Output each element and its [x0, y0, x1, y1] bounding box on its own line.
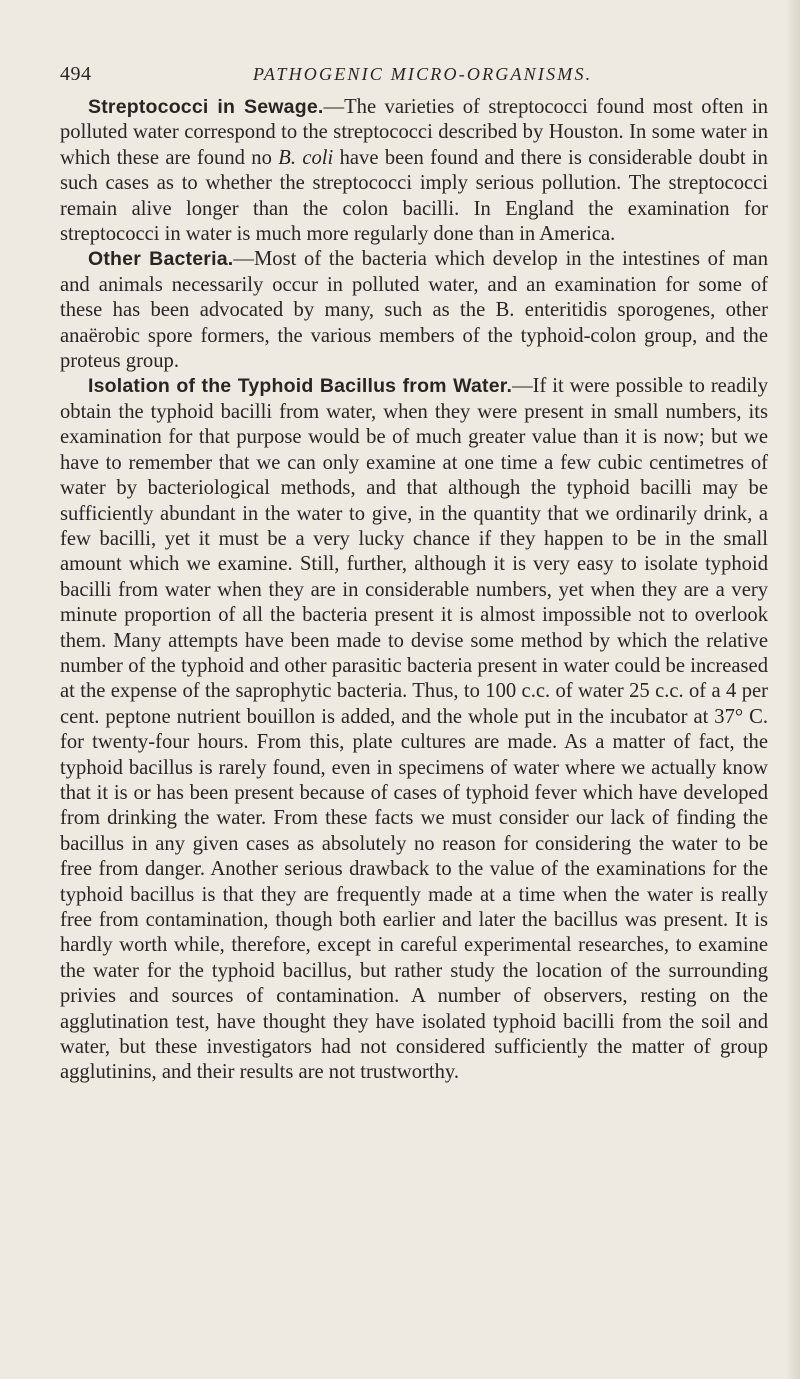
page-header: [60, 63, 760, 89]
section-heading: Streptococci in Sewage.: [88, 96, 324, 118]
paragraph-text: —The varieties of streptococci found most often in polluted water correspond to the streptococci described by Houston. In some water in which these are found no: [60, 96, 768, 169]
italic-term: B. coli: [278, 146, 334, 169]
page-number: 494: [60, 63, 92, 85]
paragraph-other-bacteria: [60, 247, 768, 374]
paragraph-streptococci-in-sewage: [60, 95, 768, 247]
paragraph-text: —If it were possible to readily obtain the typhoid bacilli from water, when they were present in small numbers, its examination for that purpose would be of much greater value than it is now; but we have to remember that we can only examine at one time a few cubic centimetres of water by bacteriological methods, and that although the typhoid bacilli may be sufficiently abundant in the water to give, in the quantity that we ordinarily drink, a few bacilli, yet it must be a very lucky chance if they happen to be in the small amount which we examine. Still, further, although it is very easy to isolate typhoid bacilli from water when they are in considerable numbers, yet when they are a very minute proportion of all the bacteria present it is almost impossible not to overlook them. Many attempts have been made to devise some method by which the relative number of the typhoid and other parasitic bacteria present in water could be increased at the expense of the saprophytic bacteria. Thus, to 100 c.c. of water 25 c.c. of a 4 per cent. peptone nutrient bouillon is added, and the whole put in the incubator at 37° C. for twenty-four hours. From this, plate cultures are made. As a matter of fact, the typhoid bacillus is rarely found, even in specimens of water where we actually know that it is or has been present because of cases of typhoid fever which have developed from drinking the water. From these facts we must consider our lack of finding the bacillus in any given cases as absolutely no reason for considering the water to be free from danger. Another serious drawback to the value of the examinations for the typhoid bacillus is that they are frequently made at a time when the water is really free from contamination, though both earlier and later the bacillus was present. It is hardly worth while, therefore, except in careful experimental researches, to examine the water for the typhoid bacillus, but rather study the location of the surrounding privies and sources of contamination. A number of observers, resting on the agglutination test, have thought they have isolated typhoid bacilli from the soil and water, but these investigators had not considered sufficiently the matter of group agglutinins, and their results are not trustworthy.: [60, 375, 768, 1084]
section-heading: Isolation of the Typhoid Bacillus from Water.: [88, 375, 513, 398]
page-edge-shadow: [786, 0, 800, 1379]
paragraph-typhoid-isolation: [60, 374, 768, 1085]
running-head: PATHOGENIC MICRO-ORGANISMS.: [253, 64, 593, 84]
body-text: [60, 95, 768, 1086]
paragraph-text: have been found and there is considerable doubt in such cases as to whether the streptococci imply serious pollution. The streptococci remain alive longer than the colon bacilli. In England the examination for streptococci in water is much more regularly done than in America.: [60, 146, 768, 246]
paragraph-text: —Most of the bacteria which develop in the intestines of man and animals necessarily occur in polluted water, and an examination for some of these has been advocated by many, such as the B. enteritidis sporogenes, other anaërobic spore formers, the various members of the typhoid-colon group, and the proteus group.: [60, 248, 768, 373]
section-heading: Other Bacteria.: [88, 248, 234, 271]
